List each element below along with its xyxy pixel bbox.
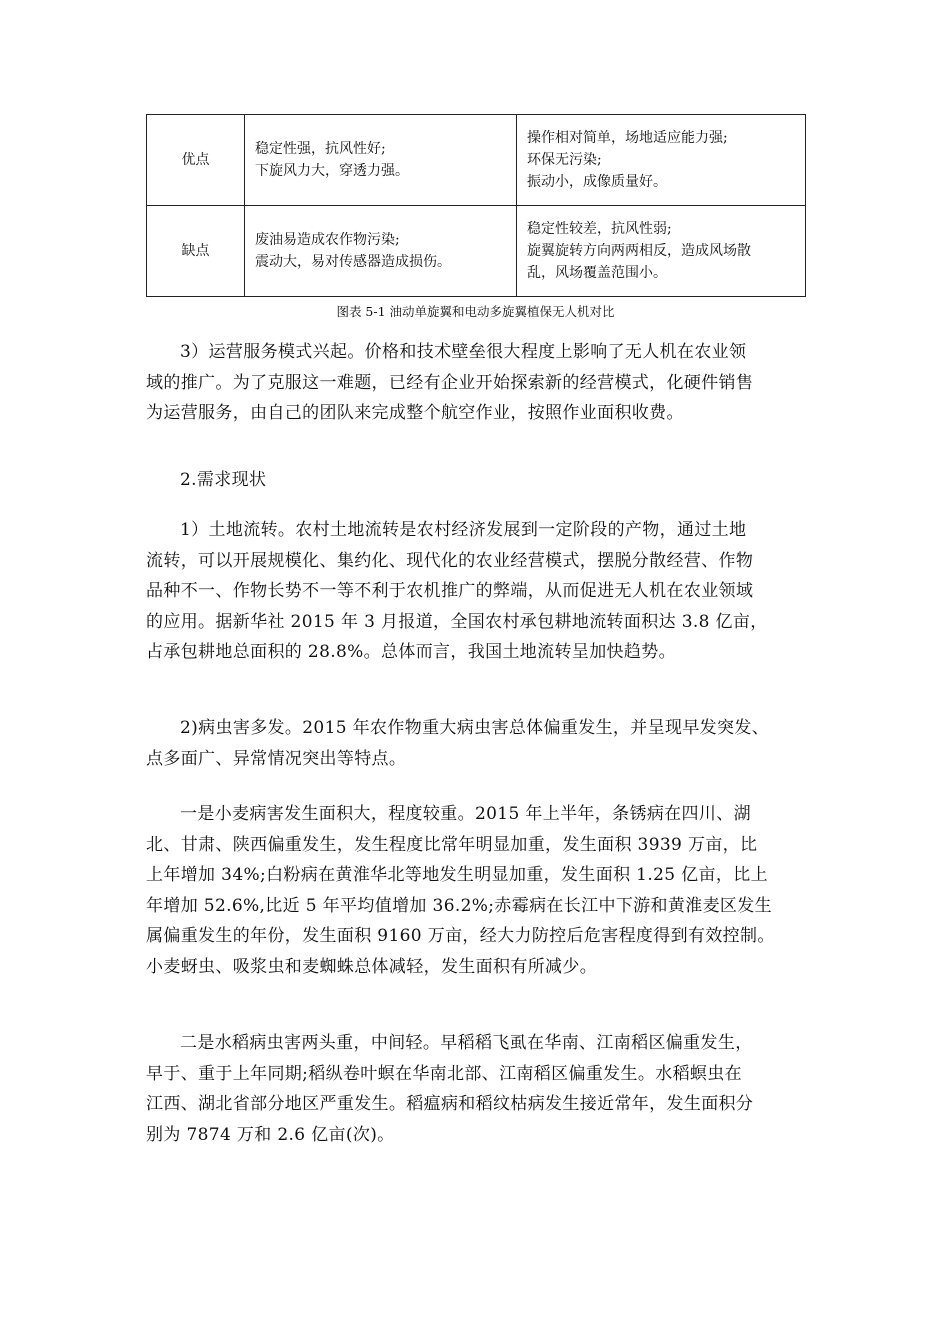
cell-line: 振动小，成像质量好。 xyxy=(527,174,667,190)
text-line: 2.需求现状 xyxy=(180,470,267,490)
text-line: 占承包耕地总面积的 28.8%。总体而言，我国土地流转呈加快趋势。 xyxy=(146,642,676,662)
table-cell xyxy=(517,115,806,206)
text-line: 品种不一、作物长势不一等不利于农机推广的弊端，从而促进无人机在农业领域 xyxy=(146,581,754,601)
paragraph xyxy=(146,799,806,982)
text-line: 江西、湖北省部分地区严重发生。稻瘟病和稻纹枯病发生接近常年，发生面积分 xyxy=(146,1094,754,1114)
text-line: 年增加 52.6%,比近 5 年平均值增加 36.2%;赤霉病在长江中下游和黄淮麦区发生 xyxy=(146,895,772,916)
cell-line: 震动大，易对传感器造成损伤。 xyxy=(255,254,451,270)
table-row xyxy=(147,206,806,297)
text-line: 2)病虫害多发。2015 年农作物重大病虫害总体偏重发生，并呈现早发突发、 xyxy=(180,718,770,738)
paragraph xyxy=(146,1028,806,1150)
cell-line: 稳定性较差，抗风性弱; xyxy=(527,221,672,237)
text-line: 北、甘肃、陕西偏重发生，发生程度比常年明显加重，发生面积 3939 万亩，比 xyxy=(146,834,758,855)
table-cell xyxy=(245,115,517,206)
text-line: 的应用。据新华社 2015 年 3 月报道，全国农村承包耕地流转面积达 3.8 亿亩， xyxy=(146,611,768,632)
paragraph xyxy=(146,515,806,668)
text-line: 早于、重于上年同期;稻纵卷叶螟在华南北部、江南稻区偏重发生。水稻螟虫在 xyxy=(146,1063,742,1084)
cell-line: 稳定性强，抗风性好; xyxy=(255,141,386,157)
row-label: 缺点 xyxy=(147,206,245,297)
text-line: 一是小麦病害发生面积大，程度较重。2015 年上半年，条锈病在四川、湖 xyxy=(180,804,751,824)
cell-line: 乱，风场覆盖范围小。 xyxy=(527,265,667,281)
cell-line: 废油易造成农作物污染; xyxy=(255,232,400,248)
cell-line: 旋翼旋转方向两两相反，造成风场散 xyxy=(527,243,751,259)
cell-line: 下旋风力大，穿透力强。 xyxy=(255,163,409,179)
cell-line: 操作相对简单，场地适应能力强; xyxy=(527,130,728,146)
comparison-table xyxy=(146,114,806,297)
text-line: 二是水稻病虫害两头重，中间轻。早稻稻飞虱在华南、江南稻区偏重发生， xyxy=(180,1033,753,1053)
text-line: 1）土地流转。农村土地流转是农村经济发展到一定阶段的产物，通过土地 xyxy=(180,520,747,540)
table-cell xyxy=(517,206,806,297)
text-line: 点多面广、异常情况突出等特点。 xyxy=(146,748,407,769)
section-heading xyxy=(146,465,806,496)
text-line: 属偏重发生的年份，发生面积 9160 万亩，经大力防控后危害程度得到有效控制。 xyxy=(146,926,775,946)
text-line: 小麦蚜虫、吸浆虫和麦蜘蛛总体减轻，发生面积有所减少。 xyxy=(146,956,598,977)
text-line: 为运营服务，由自己的团队来完成整个航空作业，按照作业面积收费。 xyxy=(146,403,684,423)
text-line: 域的推广。为了克服这一难题，已经有企业开始探索新的经营模式，化硬件销售 xyxy=(146,372,754,393)
paragraph xyxy=(146,713,806,774)
text-line: 上年增加 34%;白粉病在黄淮华北等地发生明显加重，发生面积 1.25 亿亩，比上 xyxy=(146,865,768,885)
table-row xyxy=(147,115,806,206)
text-line: 3）运营服务模式兴起。价格和技术壁垒很大程度上影响了无人机在农业领 xyxy=(180,342,747,362)
row-label: 优点 xyxy=(147,115,245,206)
table-cell xyxy=(245,206,517,297)
paragraph xyxy=(146,337,806,429)
table-caption: 图表 5-1 油动单旋翼和电动多旋翼植保无人机对比 xyxy=(336,304,615,319)
text-line: 流转，可以开展规模化、集约化、现代化的农业经营模式，摆脱分散经营、作物 xyxy=(146,550,754,571)
cell-line: 环保无污染; xyxy=(527,152,602,168)
text-line: 别为 7874 万和 2.6 亿亩(次)。 xyxy=(146,1124,395,1145)
